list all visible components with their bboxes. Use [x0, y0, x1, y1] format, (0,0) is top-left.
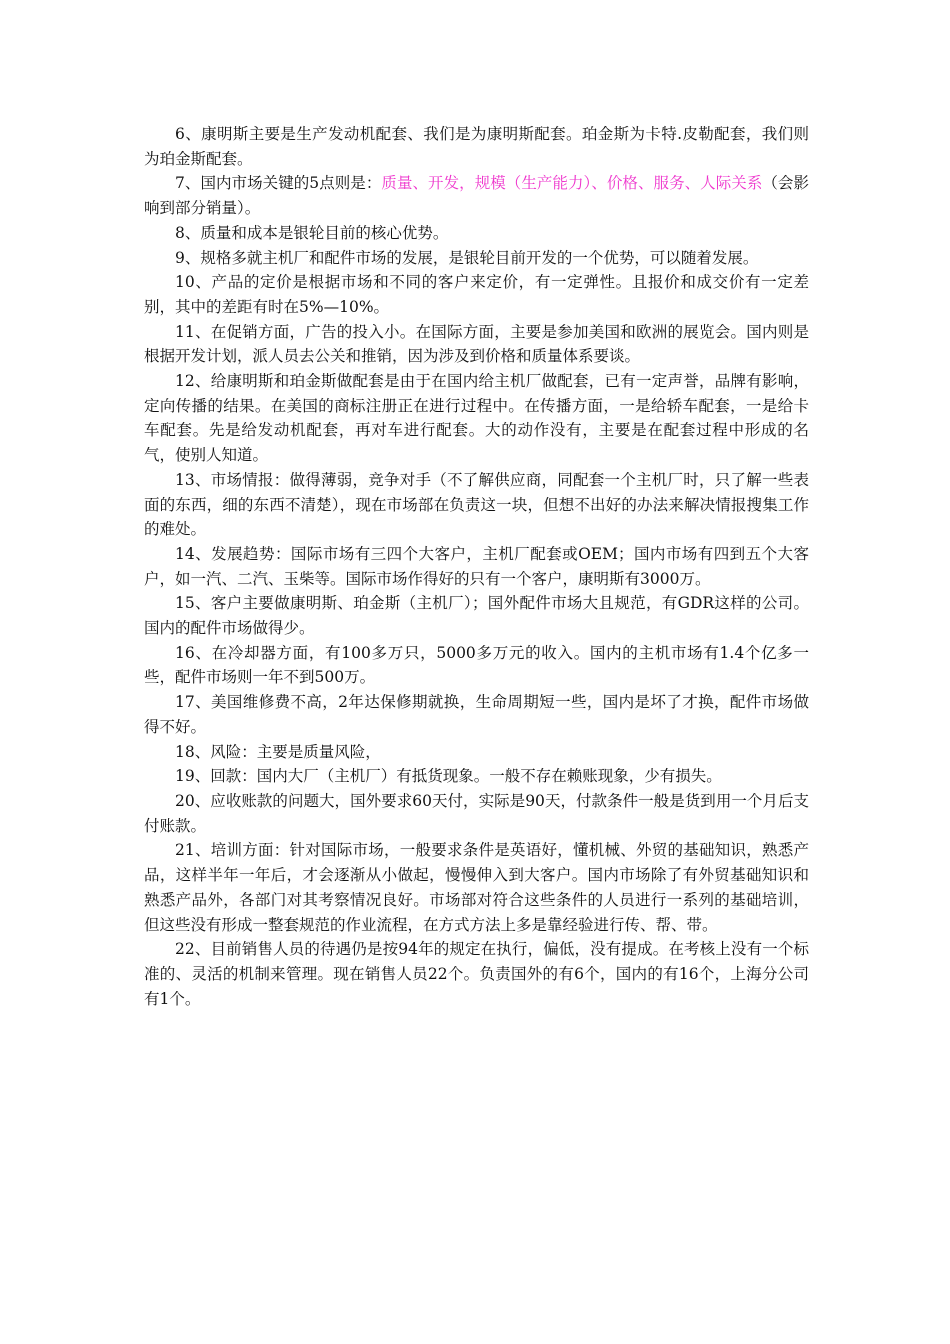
paragraph-20: 20、应收账款的问题大，国外要求60天付，实际是90天，付款条件一般是货到用一个月后支付账款。: [144, 791, 809, 835]
paragraph-16: 16、在冷却器方面，有100多万只，5000多万元的收入。国内的主机市场有1.4个亿多一些，配件市场则一年不到500万。: [144, 643, 809, 687]
paragraph-9: 9、规格多就主机厂和配件市场的发展，是银轮目前开发的一个优势，可以随着发展。: [175, 248, 759, 267]
document-page: [144, 122, 809, 1011]
paragraph-22: 22、目前销售人员的待遇仍是按94年的规定在执行，偏低，没有提成。在考核上没有一个标准的、灵活的机制来管理。现在销售人员22个。负责国外的有6个，国内的有16个，上海分公司有1个。: [144, 940, 809, 1008]
paragraph-13: 13、市场情报：做得薄弱，竞争对手（不了解供应商，同配套一个主机厂时，只了解一些表面的东西，细的东西不清楚），现在市场部在负责这一块，但想不出好的办法来解决情报搜集工作的难处。: [144, 470, 809, 539]
paragraph-18: 18、风险：主要是质量风险，: [175, 742, 381, 761]
paragraph-7-prefix: 7、国内市场关键的5点则是：: [175, 174, 382, 193]
paragraph-7-suffix: （会影响到部分销量）。: [144, 174, 809, 218]
paragraph-8: 8、质量和成本是银轮目前的核心优势。: [175, 223, 449, 242]
paragraph-10: 10、产品的定价是根据市场和不同的客户来定价，有一定弹性。且报价和成交价有一定差别，其中的差距有时在5%—10%。: [144, 273, 809, 316]
paragraph-6: 6、康明斯主要是生产发动机配套、我们是为康明斯配套。珀金斯为卡特.皮勒配套，我们则为珀金斯配套。: [144, 125, 809, 168]
paragraph-19: 19、回款：国内大厂（主机厂）有抵货现象。一般不存在赖账现象，少有损失。: [175, 767, 722, 786]
paragraph-15: 15、客户主要做康明斯、珀金斯（主机厂）；国外配件市场大且规范，有GDR这样的公司。国内的配件市场做得少。: [144, 594, 809, 638]
paragraph-12: 12、给康明斯和珀金斯做配套是由于在国内给主机厂做配套，已有一定声誉，品牌有影响，定向传播的结果。在美国的商标注册正在进行过程中。在传播方面，一是给轿车配套，一是给卡车配套。先是给发动机配套，再对车进行配套。大的动作没有，主要是在配套过程中形成的名气，使别人知道。: [144, 372, 809, 465]
paragraph-14: 14、发展趋势：国际市场有三四个大客户，主机厂配套或OEM；国内市场有四到五个大客户，如一汽、二汽、玉柴等。国际市场作得好的只有一个客户，康明斯有3000万。: [144, 544, 809, 588]
paragraph-21: 21、培训方面：针对国际市场，一般要求条件是英语好，懂机械、外贸的基础知识，熟悉产品，这样半年一年后，才会逐渐从小做起，慢慢伸入到大客户。国内市场除了有外贸基础知识和熟悉产品外，各部门对其考察情况良好。市场部对符合这些条件的人员进行一系列的基础培训，但这些没有形成一整套规范的作业流程，在方式方法上多是靠经验进行传、帮、带。: [144, 841, 809, 934]
paragraph-11: 11、在促销方面，广告的投入小。在国际方面，主要是参加美国和欧洲的展览会。国内则是根据开发计划，派人员去公关和推销，因为涉及到价格和质量体系要谈。: [144, 322, 809, 366]
paragraph-7-highlight: 质量、开发，规模（生产能力）、价格、服务、人际关系: [381, 174, 763, 193]
paragraph-7: [144, 171, 809, 220]
paragraph-17: 17、美国维修费不高，2年达保修期就换，生命周期短一些，国内是坏了才换，配件市场做得不好。: [144, 693, 809, 736]
